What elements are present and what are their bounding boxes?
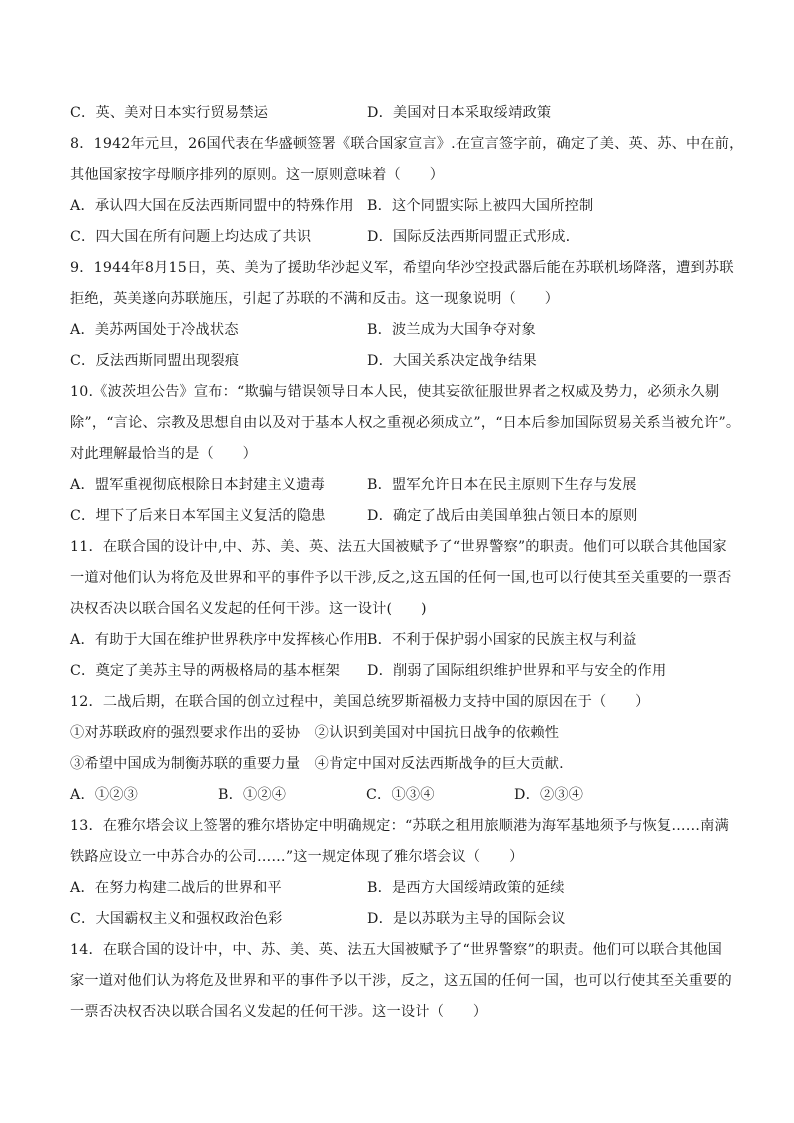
option-row — [70, 873, 735, 904]
option-row — [70, 904, 735, 935]
option-a: A．有助于大国在维护世界秩序中发挥核心作用 — [70, 632, 369, 648]
question-13-line-1: 13．在雅尔塔会议上签署的雅尔塔协定中明确规定：“苏联之租用旅顺港为海军基地须予与恢复……南满 — [70, 818, 729, 834]
question-12-statement-1: ①对苏联政府的强烈要求作出的妥协 ②认识到美国对中国抗日战争的依赖性 — [70, 725, 560, 741]
question-14-line-3: 一票否决权否决以联合国名义发起的任何干涉。这一设计（ ） — [70, 1004, 488, 1020]
question-11-line-2: 一道对他们认为将危及世界和平的事件予以干涉,反之,这五国的任何一国,也可以行使其至关重要的一票否 — [70, 570, 732, 586]
question-8-line-2: 其他国家按字母顺序排列的原则。这一原则意味着（ ） — [70, 167, 445, 183]
question-10-line-2: 除”，“言论、宗教及思想自由以及对于基本人权之重视必须成立”，“日本后参加国际贸易关系当被允许”。 — [70, 415, 741, 431]
option-row — [70, 470, 735, 501]
question-12-statement-2: ③希望中国成为制衡苏联的重要力量 ④肯定中国对反法西斯战争的巨大贡献. — [70, 756, 564, 772]
option-row — [70, 315, 735, 346]
question-11-line-1: 11．在联合国的设计中,中、苏、美、英、法五大国被赋予了“世界警察”的职责。他们可以联合其他国家 — [70, 539, 727, 555]
option-c: C．大国霸权主义和强权政治色彩 — [70, 911, 283, 927]
option-a: A．盟军重视彻底根除日本封建主义遗毒 — [70, 477, 326, 493]
question-14-line-2: 家一道对他们认为将危及世界和平的事件予以干涉，反之，这五国的任何一国，也可以行使其至关重要的 — [70, 973, 732, 989]
question-13-line-2: 铁路应设立一中苏合办的公司……”这一规定体现了雅尔塔会议（ ） — [70, 849, 524, 865]
question-14-line-1: 14．在联合国的设计中，中、苏、美、英、法五大国被赋予了“世界警察”的职责。他们可以联合其他国 — [70, 942, 723, 958]
question-9-line-2: 拒绝，英美遂向苏联施压，引起了苏联的不满和反击。这一现象说明（ ） — [70, 291, 560, 307]
option-a: A．在努力构建二战后的世界和平 — [70, 880, 282, 896]
option-a: A．①②③ — [70, 787, 138, 803]
question-10-line-3: 对此理解最恰当的是（ ） — [70, 446, 258, 462]
option-row — [70, 625, 735, 656]
option-d: D．确定了战后由美国单独占领日本的原则 — [367, 508, 638, 524]
option-b: B．波兰成为大国争夺对象 — [367, 322, 536, 338]
option-d: D．大国关系决定战争结果 — [367, 353, 537, 369]
question-8-line-1: 8．1942年元旦，26国代表在华盛顿签署《联合国家宣言》.在宣言签字前，确定了美、英、苏、中在前， — [70, 136, 744, 152]
option-d: D．②③④ — [514, 787, 584, 803]
question-9-line-1: 9．1944年8月15日，英、美为了援助华沙起义军，希望向华沙空投武器后能在苏联机场降落，遭到苏联 — [70, 260, 734, 276]
option-b: B．①②④ — [218, 787, 287, 803]
option-d: D．削弱了国际组织维护世界和平与安全的作用 — [367, 663, 667, 679]
question-11-line-3: 决权否决以联合国名义发起的任何干涉。这一设计( ) — [70, 601, 427, 617]
exam-page — [70, 98, 744, 1028]
option-row — [70, 98, 735, 129]
option-b: B．不利于保护弱小国家的民族主权与利益 — [367, 632, 637, 648]
option-row-4 — [70, 780, 735, 811]
question-10-line-1: 10.《波茨坦公告》宣布：“欺骗与错误领导日本人民，使其妄欲征服世界者之权威及势力，必须永久剔 — [70, 384, 720, 400]
option-c: C．埋下了后来日本军国主义复活的隐患 — [70, 508, 326, 524]
option-c: C．反法西斯同盟出现裂痕 — [70, 353, 240, 369]
option-row — [70, 191, 735, 222]
option-c: C．四大国在所有问题上均达成了共识 — [70, 229, 312, 245]
option-b: B．是西方大国绥靖政策的延续 — [367, 880, 565, 896]
option-d: D．美国对日本采取绥靖政策 — [367, 105, 552, 121]
option-b: B．盟军允许日本在民主原则下生存与发展 — [367, 477, 637, 493]
question-12-line-1: 12．二战后期，在联合国的创立过程中，美国总统罗斯福极力支持中国的原因在于（ ） — [70, 694, 650, 710]
option-d: D．国际反法西斯同盟正式形成. — [367, 229, 571, 245]
option-row — [70, 656, 735, 687]
option-row — [70, 346, 735, 377]
option-d: D．是以苏联为主导的国际会议 — [367, 911, 566, 927]
option-c: C．奠定了美苏主导的两极格局的基本框架 — [70, 663, 341, 679]
option-b: B．这个同盟实际上被四大国所控制 — [367, 198, 594, 214]
option-row — [70, 501, 735, 532]
option-a: A．承认四大国在反法西斯同盟中的特殊作用 — [70, 198, 354, 214]
option-c: C．英、美对日本实行贸易禁运 — [70, 105, 269, 121]
option-a: A．美苏两国处于冷战状态 — [70, 322, 239, 338]
option-c: C．①③④ — [366, 787, 435, 803]
option-row — [70, 222, 735, 253]
